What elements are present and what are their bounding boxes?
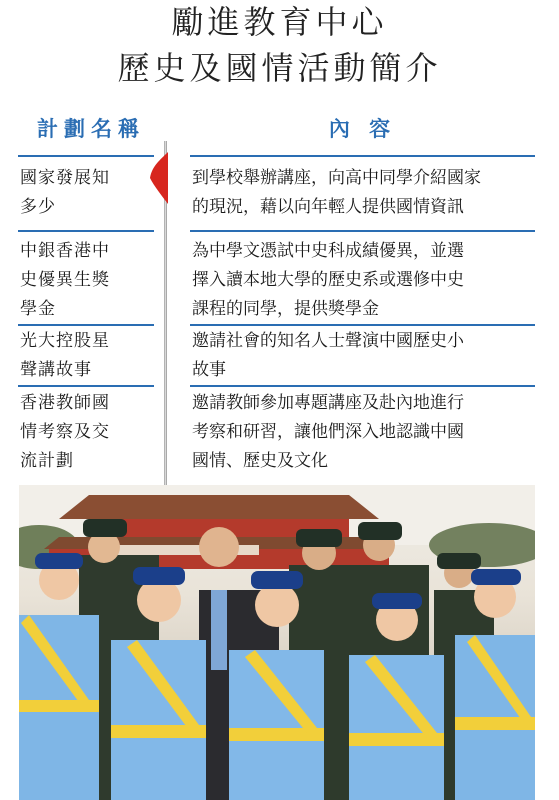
row-4-name-line-1: 香港教師國 bbox=[20, 393, 110, 413]
column-header-name: 計劃名稱 bbox=[37, 117, 145, 141]
row-2-name-line-3: 學金 bbox=[20, 299, 56, 319]
row-divider-left bbox=[18, 324, 154, 326]
table-row-3-content bbox=[192, 327, 535, 385]
row-divider-left bbox=[18, 230, 154, 232]
row-3-name-line-2: 聲講故事 bbox=[20, 360, 92, 380]
table-row-2-name bbox=[20, 237, 152, 324]
row-1-content-line-2: 的現況，藉以向年輕人提供國情資訊 bbox=[192, 197, 464, 217]
row-divider-left bbox=[18, 385, 154, 387]
group-photo bbox=[19, 485, 535, 800]
column-header-content: 內 容 bbox=[328, 117, 397, 141]
table-row-4-name bbox=[20, 389, 152, 476]
header-divider-left bbox=[18, 155, 154, 157]
table-row-2-content bbox=[192, 237, 535, 324]
row-3-content-line-1: 邀請社會的知名人士聲演中國歷史小 bbox=[192, 331, 464, 351]
group-photo-icon bbox=[19, 485, 535, 800]
row-4-name-line-3: 流計劃 bbox=[20, 451, 74, 471]
row-4-name-line-2: 情考察及交 bbox=[20, 422, 110, 442]
row-2-name-line-1: 中銀香港中 bbox=[20, 241, 110, 261]
row-2-content-line-1: 為中學文憑試中史科成績優異，並選 bbox=[192, 241, 464, 261]
row-1-name-line-1: 國家發展知 bbox=[20, 168, 110, 188]
row-4-content-line-3: 國情、歷史及文化 bbox=[192, 451, 328, 471]
page-title: 勵進教育中心 bbox=[171, 3, 388, 41]
table-row-4-content bbox=[192, 389, 535, 476]
table-row-3-name bbox=[20, 327, 152, 385]
row-3-content-line-2: 故事 bbox=[192, 360, 226, 380]
row-1-name-line-2: 多少 bbox=[20, 197, 56, 217]
row-divider-right bbox=[190, 324, 535, 326]
row-2-content-line-2: 擇入讀本地大學的歷史系或選修中史 bbox=[192, 270, 464, 290]
page-subtitle: 歷史及國情活動簡介 bbox=[117, 49, 442, 87]
row-4-content-line-1: 邀請教師參加專題講座及赴內地進行 bbox=[192, 393, 464, 413]
row-1-content-line-1: 到學校舉辦講座，向高中同學介紹國家 bbox=[192, 168, 481, 188]
row-divider-right bbox=[190, 230, 535, 232]
header-divider-right bbox=[190, 155, 535, 157]
row-2-content-line-3: 課程的同學，提供獎學金 bbox=[192, 299, 379, 319]
table-row-1-name bbox=[20, 164, 152, 222]
row-4-content-line-2: 考察和研習，讓他們深入地認識中國 bbox=[192, 422, 464, 442]
row-divider-right bbox=[190, 385, 535, 387]
row-2-name-line-2: 史優異生獎 bbox=[20, 270, 110, 290]
flag-icon bbox=[150, 152, 170, 204]
table-row-1-content bbox=[192, 164, 535, 222]
row-3-name-line-1: 光大控股星 bbox=[20, 331, 110, 351]
